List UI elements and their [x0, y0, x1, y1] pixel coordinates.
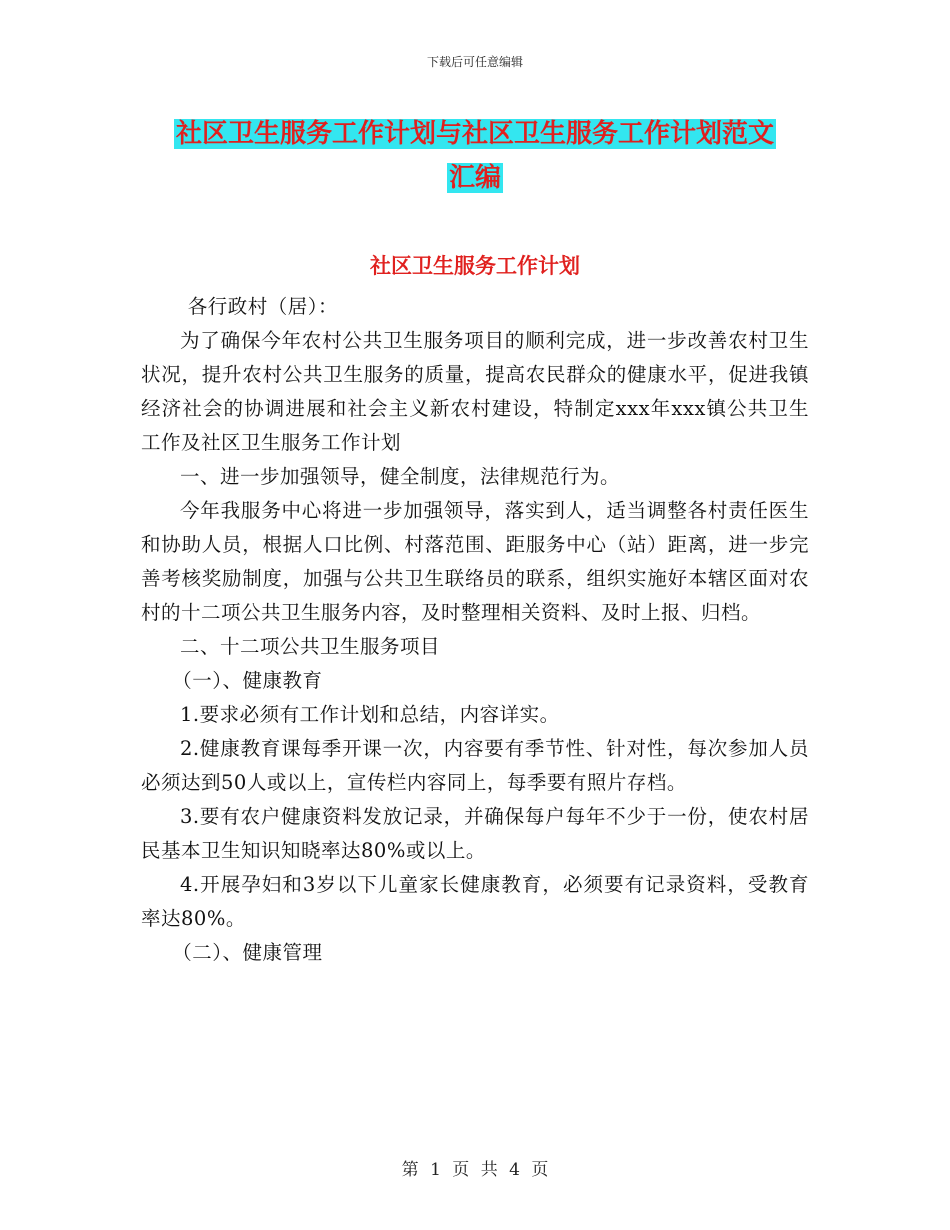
document-body [141, 290, 809, 970]
list-item-3: 3.要有农户健康资料发放记录，并确保每户每年不少于一份，使农村居民基本卫生知识知晓率达80%或以上。 [141, 805, 809, 862]
section-title: 社区卫生服务工作计划 [370, 254, 580, 278]
heading-section-2: 二、十二项公共卫生服务项目 [180, 635, 441, 658]
heading-section-1: 一、进一步加强领导，健全制度，法律规范行为。 [180, 465, 621, 488]
list-item-1: 1.要求必须有工作计划和总结，内容详实。 [180, 703, 560, 726]
paragraph-intro: 为了确保今年农村公共卫生服务项目的顺利完成，进一步改善农村卫生状况，提升农村公共卫生服务的质量，提高农民群众的健康水平，促进我镇经济社会的协调进展和社会主义新农村建设，特制定xxx年xxx镇公共卫生工作及社区卫生服务工作计划 [141, 329, 809, 454]
paragraph-section-1: 今年我服务中心将进一步加强领导，落实到人，适当调整各村责任医生和协助人员，根据人口比例、村落范围、距服务中心（站）距离，进一步完善考核奖励制度，加强与公共卫生联络员的联系，组织实施好本辖区面对农村的十二项公共卫生服务内容，及时整理相关资料、及时上报、归档。 [141, 499, 809, 624]
heading-subsection-2: （二）、健康管理 [172, 941, 323, 964]
list-item-4: 4.开展孕妇和3岁以下儿童家长健康教育，必须要有记录资料，受教育率达80%。 [141, 873, 809, 930]
header-note: 下载后可任意编辑 [426, 55, 523, 69]
heading-subsection-1: （一）、健康教育 [172, 669, 323, 692]
list-item-2: 2.健康教育课每季开课一次，内容要有季节性、针对性，每次参加人员必须达到50人或以上，宣传栏内容同上，每季要有照片存档。 [141, 737, 809, 794]
document-title-line-2: 汇编 [448, 163, 501, 193]
page-footer: 第 1 页 共 4 页 [401, 1160, 549, 1180]
salutation: 各行政村（居）： [187, 295, 339, 318]
document-title-line-1: 社区卫生服务工作计划与社区卫生服务工作计划范文 [175, 119, 774, 149]
